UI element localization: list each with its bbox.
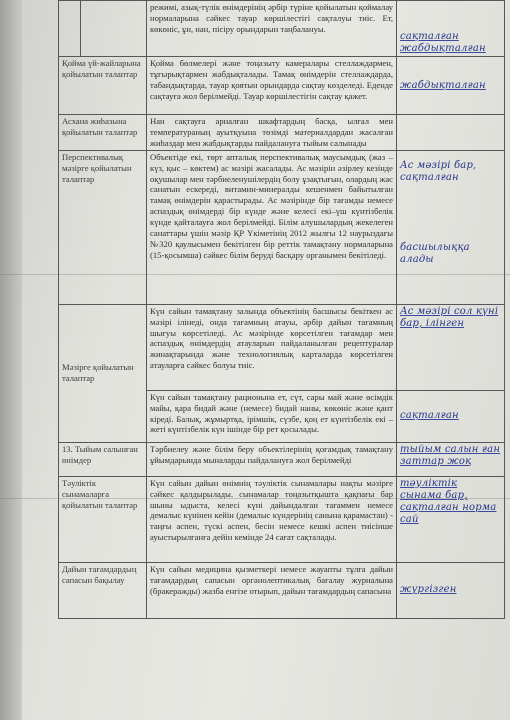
requirement-text: Күн сайын тамақтану залында объектінің басшысы бекіткен ас мәзірі ілінеді, онда тағамның атауы, әрбір дайын тағамның шығуы көрсетіледі. Ас мәзірінде көрсетілген тағамдар мен аспаздық өнімдердің атауларын пайдаланылған рецептуралар жинақтарында және технологиялық карталарда көрсетілген атауларға сәйкес болуы тиіс. bbox=[147, 304, 397, 390]
table-row bbox=[59, 1, 505, 57]
row-label: Асхана жиһазына қойылатын талаптар bbox=[59, 115, 147, 151]
requirement-text: Қойма бөлмелері және тоңазыту камералары стеллаждармен, тұғырықтармен жабдықталады. Тамақ өнімдерін стеллаждарда, табандықтарда, тауар қоятын орындарда сақтау көзделеді. Еденде сақтауға жол берілмейді. Тауар көршілестігін сақтау қажет. bbox=[147, 57, 397, 115]
note-menu-kept: Ас мәзірі бар, сақталған bbox=[400, 159, 477, 183]
table-row bbox=[59, 476, 505, 562]
requirement-text: Нан сақтауға арналған шкафтардың басқа, ылғал мен температураның ауытқуына төзімді материалдардан жасалған жиһаздар мен жабдықтарды пайдалануға тыйым салынады bbox=[147, 115, 397, 151]
handwritten-note: жүргізген bbox=[397, 562, 505, 618]
requirement-text: Күн сайын тамақтану рационына ет, сүт, сары май және өсімдік майы, қара бидай және (немесе) бидай наны, көкөніс және қант кіреді. Балық, жұмыртқа, ірімшік, сүзбе, қоң ет күнтізбелік екі – жеті күнтізбелік күн ішінде бір рет қосылады. bbox=[147, 390, 397, 442]
table-row bbox=[59, 562, 505, 618]
requirement-text: Тәрбиелеу және білім беру объектілерінің қоғамдық тамақтану ұйымдарында мыналарды пайдалануға жол берілмейді bbox=[147, 442, 397, 476]
handwritten-note bbox=[397, 150, 505, 304]
number-cell bbox=[59, 1, 81, 57]
row-label: Тәуліктік сынамаларға қойылатын талаптар bbox=[59, 476, 147, 562]
requirement-text: Күн сайын дайын өнімнің тәуліктік сынамалары нақты мәзірге сәйкес қалдырылады. сынамалар тоңазытқышта қақпағы бар шыны ыдыста, келесі күні дайындалған тағаммен немесе демалыс күнінен кейін (демалыс күндерінің санына қарамастан) - таңғы аспен, түскі аспен, бесін немесе кешкі аспен тиісінше ауыстырылғанға дейін кемінде 24 сағат сақталады. bbox=[147, 476, 397, 562]
row-label: Перспективалық мәзірге қойылатын талаптар bbox=[59, 150, 147, 304]
handwritten-note: сақталған bbox=[397, 390, 505, 442]
table-row bbox=[59, 304, 505, 390]
table-row bbox=[59, 150, 505, 304]
requirements-table bbox=[58, 0, 505, 619]
requirement-text: режимі, азық-түлік өнімдерінің әрбір түріне қойылатын қоймалау нормаларына сәйкес тауар көршілестігі сақталуы тиіс. Ет, көкөніс, ұн, нан, пісіру орындарын таңбалануы. bbox=[147, 1, 397, 57]
handwritten-note bbox=[397, 115, 505, 151]
handwritten-note: тәуліктік сынама бар, сақталған норма сай bbox=[397, 476, 505, 562]
row-label: Қойма үй-жайларына қойылатын талаптар bbox=[59, 57, 147, 115]
handwritten-note: сақталған жабдықталған bbox=[397, 1, 505, 57]
table-row bbox=[59, 115, 505, 151]
row-label: Дайын тағамдардың сапасын бақылау bbox=[59, 562, 147, 618]
row-label: Мәзірге қойылатын талаптар bbox=[59, 304, 147, 442]
handwritten-note: тыйым салын ған заттар жоқ bbox=[397, 442, 505, 476]
requirement-text: Объектіде екі, төрт апталық перспективалық маусымдық (жаз – күз, қыс – көктем) ас мәзірі жасалады. Ас мәзірін әзірлеу кезінде оқушылар мен тәрбиеленушілердің болу ұзақтығын, олардың жас санатын ескереді, витамин-минералды кешенмен байытылған тамақ өнімдерін қарастырады. Ас мәзірінде бір тағамды немесе аспаздық өнімдерді бір күнде және келесі екі–үш күнтізбелік күнде қайталауға жол берілмейді. Білім алушылардың жекелеген санаттары үшін мәзір ҚР Үкіметінің 2012 жылғы 12 наурыздағы №320 қаулысымен бекітілген бір реттік тамақтану нормаларына (15-қосымша) сәйкес білім беруді басқару органымен бекітіледі. bbox=[147, 150, 397, 304]
page-edge-shadow bbox=[0, 0, 22, 720]
handwritten-note: Ас мәзірі сол күні бар, ілінген bbox=[397, 304, 505, 390]
requirement-text: Күн сайын медицина қызметкері немесе жауапты тұлға дайын тағамдардың сапасын органолептикалық бағалау журналына (бракеражды) жазба енгізе отырып, дайын тағамдардың сапасына bbox=[147, 562, 397, 618]
note-guidance: басшылыққа алады bbox=[400, 241, 470, 265]
handwritten-note: жабдықталған bbox=[397, 57, 505, 115]
table-row bbox=[59, 442, 505, 476]
row-label: 13. Тыйым салынған өнімдер bbox=[59, 442, 147, 476]
row-label bbox=[81, 1, 147, 57]
table-row bbox=[59, 57, 505, 115]
